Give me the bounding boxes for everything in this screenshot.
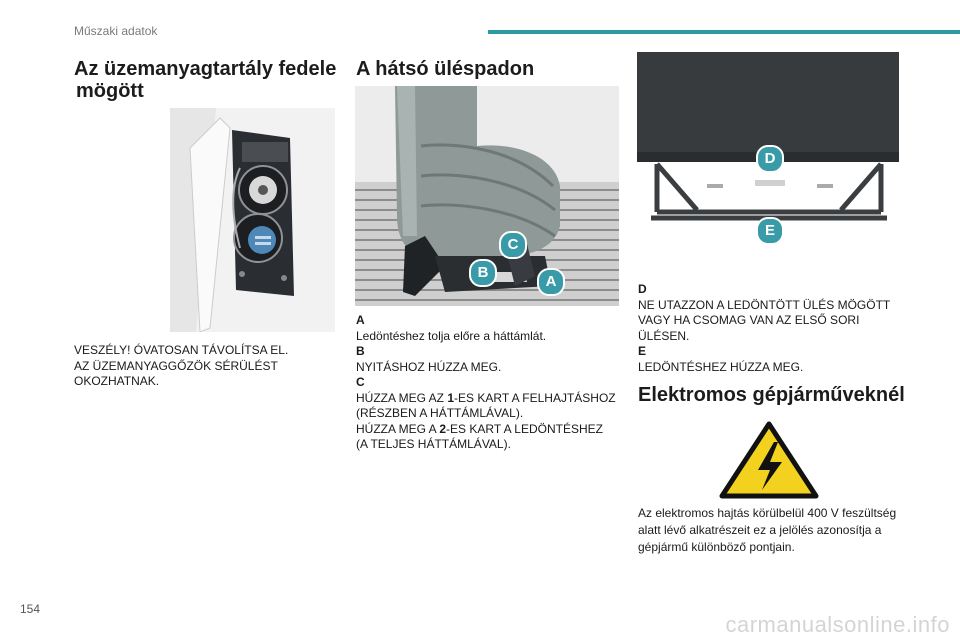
item-text-d-line: NE UTAZZON A LEDÖNTÖTT ÜLÉS MÖGÖTT bbox=[638, 297, 891, 312]
item-label-a: A bbox=[356, 313, 365, 327]
folded-seat-text bbox=[638, 282, 908, 375]
item-text-c-line-4: (A TELJES HÁTTÁMLÁVAL). bbox=[356, 437, 511, 451]
fuel-section-title bbox=[74, 58, 344, 102]
electric-vehicles-title: Elektromos gépjárműveknél bbox=[638, 384, 905, 406]
electric-vehicles-text bbox=[638, 505, 913, 556]
fuel-title-line-2: mögött bbox=[76, 80, 144, 102]
item-label-c: C bbox=[356, 375, 365, 389]
item-text-c-line-2: (RÉSZBEN A HÁTTÁMLÁVAL). bbox=[356, 406, 524, 420]
fuel-flap-illustration bbox=[170, 108, 335, 332]
header-accent-bar bbox=[488, 30, 960, 34]
item-text-c-line-3: HÚZZA MEG A 2-ES KART A LEDÖNTÉSHEZ bbox=[356, 421, 603, 436]
ev-text-line: gépjármű különböző pontjain. bbox=[638, 540, 795, 554]
callout-badge-d: D bbox=[756, 145, 784, 173]
folded-seat-figure bbox=[637, 52, 899, 246]
running-header: Műszaki adatok bbox=[74, 24, 158, 38]
item-label-b: B bbox=[356, 344, 365, 358]
fuel-warning-line: OKOZHATNAK. bbox=[74, 374, 160, 388]
callout-badge-e: E bbox=[756, 217, 784, 245]
item-text-d-line: VAGY HA CSOMAG VAN AZ ELSŐ SORI bbox=[638, 313, 860, 327]
high-voltage-warning-icon bbox=[718, 420, 820, 500]
ev-text-line: Az elektromos hajtás körülbelül 400 V feszültség bbox=[638, 506, 897, 520]
page-number: 154 bbox=[20, 602, 41, 616]
fuel-title-line-1: Az üzemanyagtartály fedele bbox=[74, 58, 337, 80]
rear-bench-text bbox=[356, 313, 626, 453]
item-label-d: D bbox=[638, 282, 647, 296]
rear-bench-figure bbox=[355, 86, 619, 306]
item-label-e: E bbox=[638, 344, 647, 358]
fuel-warning-text bbox=[74, 343, 344, 390]
item-text-c-line-1: HÚZZA MEG AZ 1-ES KART A FELHAJTÁSHOZ bbox=[356, 390, 616, 405]
fuel-warning-line: AZ ÜZEMANYAGGŐZÖK SÉRÜLÉST bbox=[74, 358, 278, 373]
callout-badge-c: C bbox=[499, 231, 527, 259]
item-text-e: LEDÖNTÉSHEZ HÚZZA MEG. bbox=[638, 359, 804, 374]
item-text-b: NYITÁSHOZ HÚZZA MEG. bbox=[356, 359, 502, 374]
callout-badge-b: B bbox=[469, 259, 497, 287]
fuel-warning-line: VESZÉLY! ÓVATOSAN TÁVOLÍTSA EL. bbox=[74, 343, 289, 357]
rear-bench-title: A hátsó üléspadon bbox=[356, 58, 535, 80]
fuel-flap-figure bbox=[170, 108, 335, 332]
ev-text-line: alatt lévő alkatrészeit ez a jelölés azonosítja a bbox=[638, 523, 882, 537]
callout-badge-a: A bbox=[537, 268, 565, 296]
item-text-a: Ledöntéshez tolja előre a háttámlát. bbox=[356, 328, 547, 343]
item-text-d-line: ÜLÉSEN. bbox=[638, 328, 690, 343]
watermark: carmanualsonline.info bbox=[725, 612, 950, 637]
